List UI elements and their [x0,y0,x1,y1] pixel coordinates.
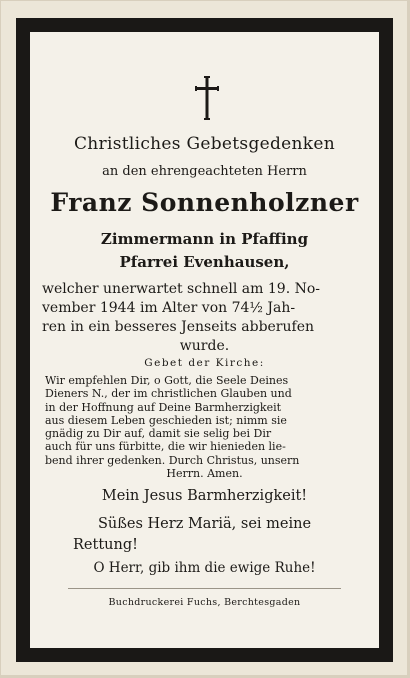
invocation: Rettung! [73,537,138,553]
card-paper [30,32,379,648]
notice-line: welcher unerwartet schnell am 19. No- [42,281,320,297]
prayer-line: Herrn. Amen. [166,467,243,481]
invocation: Süßes Herz Mariä, sei meine [97,516,312,532]
prayer-line: in der Hoffnung auf Deine Barmherzigkeit [45,400,282,414]
prayer-line: auch für uns fürbitte, die wir hienieden lie- [45,440,286,454]
memorial-card [1,1,407,675]
prayer-line: gnädig zu Dir auf, damit sie selig bei Dir [45,427,272,441]
parish: Pfarrei Evenhausen, [119,253,290,271]
card-subheading: an den ehrengeachteten Herrn [102,164,307,179]
invocation: O Herr, gib ihm die ewige Ruhe! [93,560,316,576]
prayer-line: Dieners N., der im christlichen Glauben und [45,387,292,401]
prayer-title: Gebet der Kirche: [144,357,265,369]
prayer-text [45,374,364,480]
printer-imprint: Buchdruckerei Fuchs, Berchtesgaden [108,597,301,608]
card-heading: Christliches Gebetsgedenken [74,134,335,154]
notice-line: vember 1944 im Alter von 74½ Jah- [42,300,296,316]
invocation: Mein Jesus Barmherzigkeit! [101,488,308,504]
notice-line: wurde. [179,338,230,354]
notice-line: ren in ein besseres Jenseits abberufen [42,319,315,335]
prayer-line: Wir empfehlen Dir, o Gott, die Seele Deines [45,374,289,387]
divider [68,588,341,589]
occupation: Zimmermann in Pfaffing [100,230,309,248]
cross-icon [192,76,222,120]
deceased-name: Franz Sonnenholzner [50,188,359,217]
death-notice-text [42,280,367,356]
prayer-line: bend ihrer gedenken. Durch Christus, unsern [45,453,300,467]
prayer-line: aus diesem Leben geschieden ist; nimm sie [45,413,287,427]
